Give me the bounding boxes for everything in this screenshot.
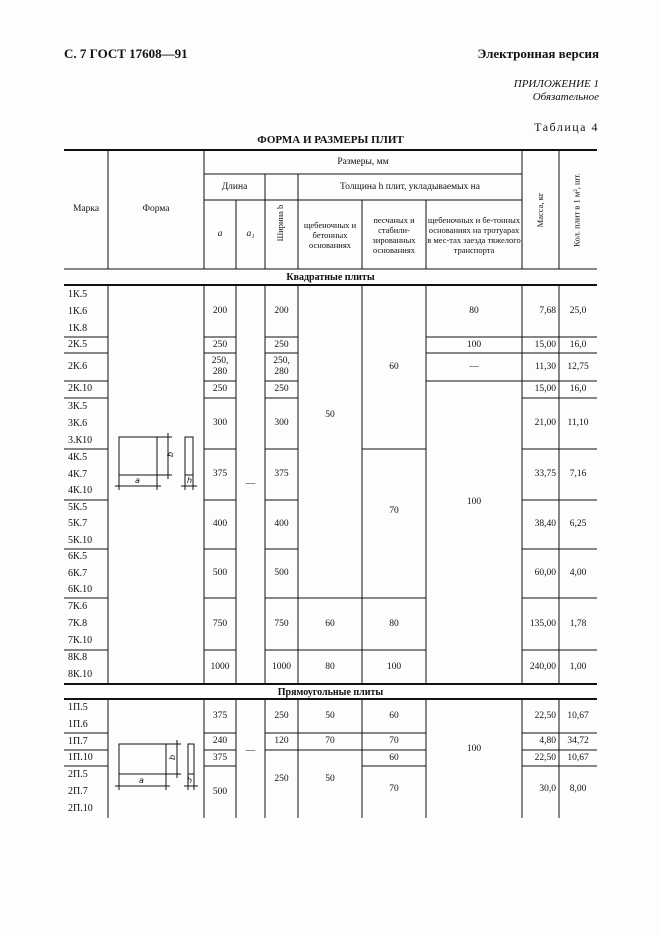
col-qty-header: Кол. плит в 1 м², шт. [571,173,582,247]
rc-t1-2: 70 [325,736,335,746]
sq-b-6: 375 [274,469,289,479]
sq-a-6: 375 [212,469,228,479]
sq-mass-1: 7,68 [539,305,556,316]
sq-b-1: 200 [274,305,289,316]
sq-a-10: 1000 [210,661,230,672]
col-shape-header: Форма [142,204,170,214]
mark-1k8: 1К.8 [68,323,88,334]
appendix-title: ПРИЛОЖЕНИЕ 1 [513,78,599,90]
sq-t1-1: 50 [325,409,335,420]
fig-sq-label-a: a [135,476,140,485]
mark-8k10: 8К.10 [68,669,93,680]
sq-qty-8: 4,00 [569,568,587,578]
sq-b-9: 750 [274,618,289,629]
sq-b-7: 400 [274,519,289,529]
sq-b-4: 250 [274,384,289,394]
rc-t1-3: 50 [325,773,335,784]
mark-6k5: 6К.5 [68,551,88,562]
mark-6k7: 6К.7 [68,568,88,579]
sq-b-2: 250 [274,339,289,350]
mark-1p7: 1П.7 [68,736,88,747]
mark-5k10: 5К.10 [68,535,93,546]
sq-mass-10: 240,00 [529,661,556,672]
rc-t2-1: 60 [389,710,399,721]
fig-rect-label-b: b [168,754,178,761]
mark-1p10: 1П.10 [68,752,93,763]
col-t3-header: щебеночных и бе-тонных основаниях на тротуарах в мес-тах заезда тяжелого транспорта [427,214,521,255]
appendix-note: Обязательное [532,91,599,103]
mark-4k7: 4К.7 [68,469,88,480]
mark-2p10: 2П.10 [68,803,93,814]
sq-qty-5: 11,10 [567,418,589,428]
sq-t2-3: 80 [389,618,399,629]
sq-t2-2: 70 [389,505,399,516]
sq-b-8: 500 [274,568,289,578]
col-width-header: Ширина b [275,204,285,242]
col-sizes-header: Размеры, мм [337,156,389,167]
page-header-left: С. 7 ГОСТ 17608—91 [64,46,188,61]
mark-7k8: 7К.8 [68,618,88,629]
sq-a-8: 500 [212,568,228,578]
sq-qty-6: 7,16 [569,469,587,479]
mark-4k5: 4К.5 [68,452,88,463]
col-length-header: Длина [221,181,248,192]
rc-b-2: 120 [274,736,289,746]
sq-qty-7: 6,25 [569,519,587,529]
mark-1p6: 1П.6 [68,719,88,730]
rc-qty-4: 8,00 [569,783,587,794]
rc-mass-1: 22,50 [534,710,556,721]
mark-2k6: 2К.6 [68,361,88,372]
sq-b-10: 1000 [272,661,291,672]
sq-qty-9: 1,78 [569,618,587,629]
rc-b-1: 250 [274,710,289,721]
page-header-right: Электронная версия [477,46,599,61]
sq-qty-4: 16,0 [569,384,587,394]
mark-1k6: 1К.6 [68,306,88,317]
mark-4k10: 4К.10 [68,485,93,496]
mark-8k8: 8К.8 [68,652,88,663]
sq-a-2: 250 [212,339,228,350]
sq-t1-3: 80 [325,661,335,672]
col-a-header: a [217,229,223,239]
sq-a-3: 250, 280 [211,356,229,377]
sq-mass-7: 38,40 [534,519,556,529]
table-title: ФОРМА И РАЗМЕРЫ ПЛИТ [257,134,404,146]
sq-a-4: 250 [212,384,228,394]
mark-2k10: 2К.10 [68,383,93,394]
sq-qty-1: 25,0 [569,305,587,316]
mark-1p5: 1П.5 [68,702,88,713]
sq-t1-2: 60 [325,618,335,629]
sq-t3-4: 100 [466,497,482,507]
mark-3k5: 3К.5 [68,401,88,412]
rc-b-3: 250 [274,773,289,784]
sq-b-3: 250, 280 [273,356,290,377]
col-mass-header: Масса, кг [535,192,545,228]
mark-2p5: 2П.5 [68,769,88,780]
mark-2p7: 2П.7 [68,786,88,797]
rc-mass-4: 30,0 [539,783,556,794]
mark-3k10: 3.К10 [68,435,93,446]
sq-b-5: 300 [274,418,289,428]
fig-sq-label-h: h [187,476,193,485]
rc-a-1: 375 [212,710,228,721]
rc-a-4: 500 [212,786,228,797]
sq-qty-10: 1,00 [569,661,587,672]
col-a1-header: a₁ [246,229,255,239]
sq-mass-4: 15,00 [534,384,556,394]
section-rect-title: Прямоугольные плиты [277,686,384,698]
rc-qty-1: 10,67 [567,710,589,721]
mark-6k10: 6К.10 [68,584,93,595]
sq-a-9: 750 [212,618,228,629]
rc-t2-2: 70 [389,736,399,746]
fig-rect-label-a: a [139,776,144,785]
rc-mass-2: 4,80 [539,736,556,746]
rc-qty-2: 34,72 [567,736,589,746]
rc-t1-1: 50 [325,710,335,721]
sq-a-1: 200 [212,305,228,316]
mark-1k5: 1К.5 [68,289,88,300]
mark-7k10: 7К.10 [68,635,93,646]
rc-t3: 100 [466,743,482,754]
sq-t2-4: 100 [386,661,402,672]
mark-5k5: 5К.5 [68,502,88,513]
rc-t2-4: 70 [389,783,399,794]
sq-t3-1: 80 [469,305,479,316]
sq-t3-2: 100 [466,339,482,350]
col-thickness-header: Толщина h плит, укладываемых на [340,181,480,192]
section-square-title: Квадратные плиты [286,272,375,283]
sq-qty-3: 12,75 [567,361,589,372]
sq-t3-3: — [469,361,479,372]
sq-mass-6: 33,75 [534,469,556,479]
mark-7k6: 7К.6 [68,601,88,612]
rc-a-2: 240 [212,736,228,746]
sq-a-7: 400 [212,519,228,529]
rc-a-3: 375 [212,752,228,763]
square-plate-figure [115,433,197,490]
mark-5k7: 5К.7 [68,518,88,529]
sq-mass-9: 135,00 [529,618,556,629]
sq-qty-2: 16,0 [569,339,587,350]
sq-mass-5: 21,00 [534,418,556,428]
mark-3k6: 3К.6 [68,418,88,429]
rectangular-plate-figure [115,740,198,790]
rc-mass-3: 22,50 [534,752,556,763]
rc-t2-3: 60 [389,752,399,763]
col-t2-header: песчаных и стабили-зированных основаниях [372,214,416,255]
sq-a1-dash: — [245,479,256,489]
rc-a1-dash: — [245,746,256,756]
fig-rect-label-h: h [187,776,193,785]
sq-t2-1: 60 [389,361,399,372]
sq-mass-8: 60,00 [534,568,556,578]
table-number: Таблица 4 [534,120,599,134]
sq-a-5: 300 [212,418,228,428]
fig-sq-label-b: b [166,451,176,458]
col-mark-header: Марка [72,204,100,214]
col-t1-header: щебеночных и бетонных основаниях [303,219,357,250]
rc-qty-3: 10,67 [567,752,589,763]
sq-mass-2: 15,00 [534,339,556,350]
sq-mass-3: 11,30 [534,361,556,372]
mark-2k5: 2К.5 [68,339,88,350]
